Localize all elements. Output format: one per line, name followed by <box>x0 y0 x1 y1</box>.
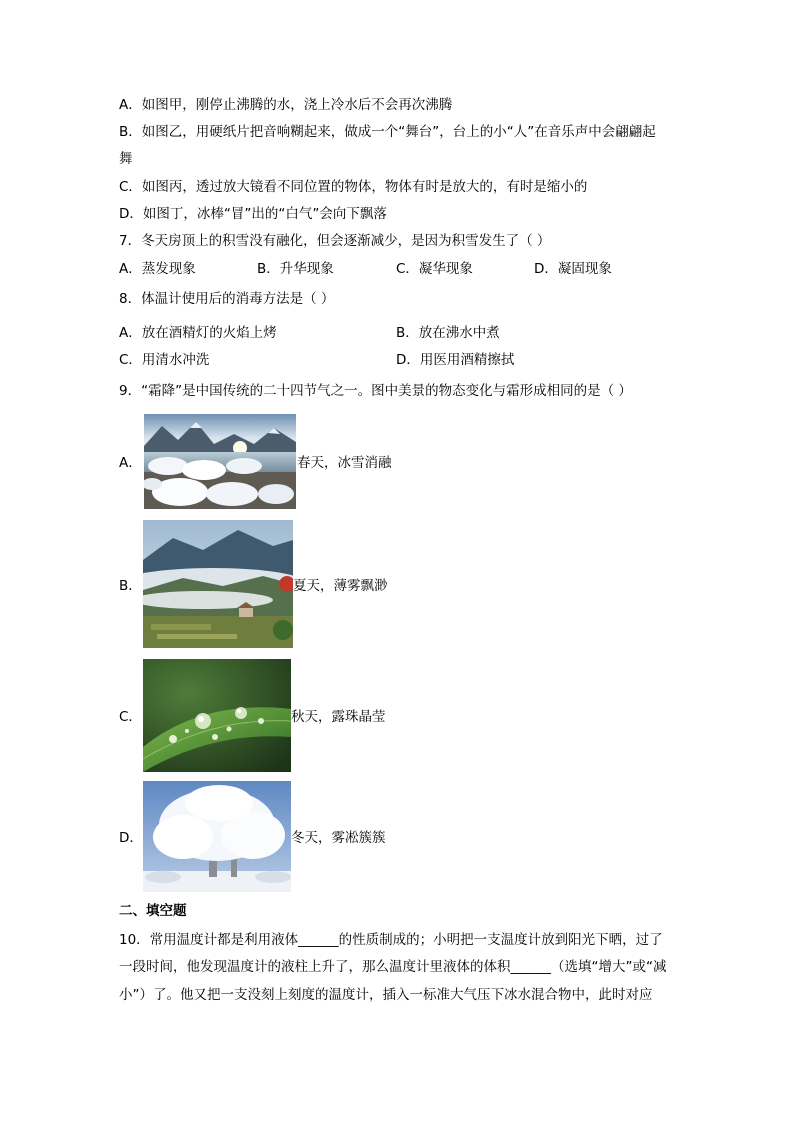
q8-option-b: B．放在沸水中煮 <box>396 325 500 341</box>
q9-option-a-letter: A． <box>119 455 142 471</box>
q9-option-c-caption: 秋天，露珠晶莹 <box>291 709 386 725</box>
q8-option-a: A．放在酒精灯的火焰上烤 <box>119 325 277 341</box>
q7-stem: 7．冬天房顶上的积雪没有融化，但会逐渐减少，是因为积雪发生了（ ） <box>119 233 551 249</box>
q7-option-c: C．凝华现象 <box>396 261 473 277</box>
q6-option-a: A．如图甲，刚停止沸腾的水，浇上冷水后不会再次沸腾 <box>119 97 453 113</box>
snow-melting-lake-image <box>144 414 296 509</box>
q8-stem: 8．体温计使用后的消毒方法是（ ） <box>119 291 335 307</box>
section-title-fill-in: 二、填空题 <box>119 903 187 919</box>
q9-option-c-letter: C． <box>119 709 142 725</box>
q10-line1: 10．常用温度计都是利用液体______的性质制成的；小明把一支温度计放到阳光下晒，过了 <box>119 932 663 948</box>
q6-option-b-line2: 舞 <box>119 151 133 167</box>
q6-option-c: C．如图丙，透过放大镜看不同位置的物体，物体有时是放大的，有时是缩小的 <box>119 179 588 195</box>
q6-option-d: D．如图丁，冰棒“冒”出的“白气”会向下飘落 <box>119 206 387 222</box>
q7-option-b: B．升华现象 <box>257 261 334 277</box>
q7-option-d: D．凝固现象 <box>534 261 612 277</box>
q7-option-a: A．蒸发现象 <box>119 261 196 277</box>
q8-option-d: D．用医用酒精擦拭 <box>396 352 515 368</box>
q9-stem: 9．“霜降”是中国传统的二十四节气之一。图中美景的物态变化与霜形成相同的是（ ） <box>119 383 632 399</box>
dewdrops-on-leaf-image <box>143 659 291 772</box>
q10-line2: 一段时间，他发现温度计的液柱上升了，那么温度计里液体的体积______（选填“增大”或“减 <box>119 959 667 975</box>
q6-option-b-line1: B．如图乙，用硬纸片把音响糊起来，做成一个“舞台”，台上的小“人”在音乐声中会翩翩起 <box>119 124 656 140</box>
q9-option-a-caption: 春天，冰雪消融 <box>297 455 392 471</box>
q9-option-b-letter: B． <box>119 578 142 594</box>
q9-option-b-caption: 夏天，薄雾飘渺 <box>293 578 388 594</box>
misty-mountain-village-image <box>143 520 293 648</box>
q9-option-d-letter: D． <box>119 830 143 846</box>
q10-line3: 小”）了。他又把一支没刻上刻度的温度计，插入一标准大气压下冰水混合物中，此时对应 <box>119 987 653 1003</box>
q9-option-d-caption: 冬天，雾凇簇簇 <box>291 830 386 846</box>
q8-option-c: C．用清水冲洗 <box>119 352 210 368</box>
frosted-tree-rime-image <box>143 781 291 892</box>
